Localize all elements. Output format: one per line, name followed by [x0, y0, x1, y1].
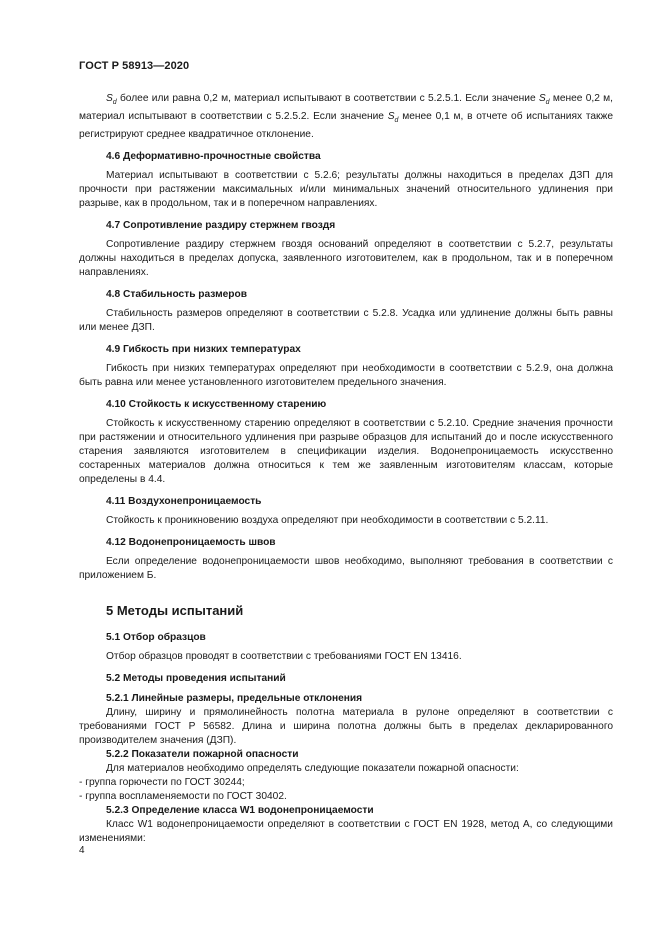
section-heading-4-7: 4.7 Сопротивление раздиру стержнем гвоздя — [106, 220, 336, 232]
section-heading-4-11: 4.11 Воздухонепроницаемость — [106, 496, 262, 508]
list-item: - группа воспламеняемости по ГОСТ 30402. — [79, 791, 287, 803]
section-text-5-1: Отбор образцов проводят в соответствии с требованиями ГОСТ EN 13416. — [106, 651, 462, 663]
section-heading-5-2-3: 5.2.3 Определение класса W1 водонепроницаемости — [106, 805, 374, 817]
document-body — [79, 92, 613, 846]
section-text-5-2-2: Для материалов необходимо определять следующие показатели пожарной опасности: — [106, 763, 519, 775]
section-heading-5-2-1: 5.2.1 Линейные размеры, предельные отклонения — [106, 693, 363, 705]
intro-text: менее 0,2 м, материал испытывают в соответствии с 5.2.5.2. Если значение — [79, 93, 613, 123]
subscript: d — [112, 99, 117, 107]
section-heading-5-1: 5.1 Отбор образцов — [106, 632, 206, 644]
section-heading-4-9: 4.9 Гибкость при низких температурах — [106, 344, 301, 356]
section-heading-4-12: 4.12 Водонепроницаемость швов — [106, 537, 276, 549]
intro-text: более или равна 0,2 м, материал испытывают в соответствии с 5.2.5.1. Если значение — [116, 93, 539, 104]
subscript: d — [394, 117, 399, 125]
section-text-4-10: Стойкость к искусственному старению определяют в соответствии с 5.2.10. Средние значения прочности при растяжении и относительного удлинения при разрыве образцов для испытаний до и после искусственного старения заявляются изготовителем в спецификации изделия. Водонепроницаемость искусственно состаренных материалов должна относиться к тем же заявленным изготовителям классам, которые определены в 4.4. — [79, 418, 613, 486]
page-number: 4 — [79, 845, 85, 856]
subscript: d — [545, 99, 550, 107]
section-text-4-8: Стабильность размеров определяют в соответствии с 5.2.8. Усадка или удлинение должны быть равны или менее ДЗП. — [79, 308, 613, 334]
section-heading-5-2: 5.2 Методы проведения испытаний — [106, 673, 286, 685]
section-text-4-12: Если определение водонепроницаемости швов необходимо, выполняют требования в соответствии с приложением Б. — [79, 556, 613, 582]
intro-paragraph — [79, 92, 613, 142]
document-header: ГОСТ Р 58913—2020 — [79, 60, 190, 72]
section-text-4-7: Сопротивление раздиру стержнем гвоздя оснований определяют в соответствии с 5.2.7, результаты должны находиться в пределах допуска, заявленного изготовителем, как в продольном, так и в поперечном направлениях. — [79, 239, 613, 279]
chapter-heading-5: 5 Методы испытаний — [106, 603, 244, 619]
section-heading-4-8: 4.8 Стабильность размеров — [106, 289, 248, 301]
section-heading-4-10: 4.10 Стойкость к искусственному старению — [106, 399, 327, 411]
symbol-s: S — [538, 93, 546, 104]
section-text-4-11: Стойкость к проникновению воздуха определяют при необходимости в соответствии с 5.2.11. — [106, 515, 549, 527]
section-heading-4-6: 4.6 Деформативно-прочностные свойства — [106, 151, 321, 163]
section-text-4-9: Гибкость при низких температурах определяют при необходимости в соответствии с 5.2.9, она должна быть равна или менее установленного изготовителем предельного значения. — [79, 363, 613, 389]
list-item: - группа горючести по ГОСТ 30244; — [79, 777, 245, 789]
section-text-5-2-3: Класс W1 водонепроницаемости определяют в соответствии с ГОСТ EN 1928, метод А, со следующими изменениями: — [79, 819, 613, 845]
intro-text: менее 0,1 м, в отчете об испытаниях также регистрируют среднее квадратичное отклонение. — [79, 111, 613, 141]
section-text-5-2-1: Длину, ширину и прямолинейность полотна материала в рулоне определяют в соответствии с требованиями ГОСТ Р 56582. Длина и ширина полотна должны быть в пределах декларированного производителем значения (ДЗП). — [79, 707, 613, 747]
symbol-s: S — [106, 93, 113, 104]
section-heading-5-2-2: 5.2.2 Показатели пожарной опасности — [106, 749, 299, 761]
section-text-4-6: Материал испытывают в соответствии с 5.2.6; результаты должны находиться в пределах ДЗП для прочности при растяжении максимальных и/или минимальных значений относительного удлинения при разрыве, как в продольном, так и в поперечном направлениях. — [79, 170, 613, 210]
symbol-s: S — [387, 111, 395, 123]
